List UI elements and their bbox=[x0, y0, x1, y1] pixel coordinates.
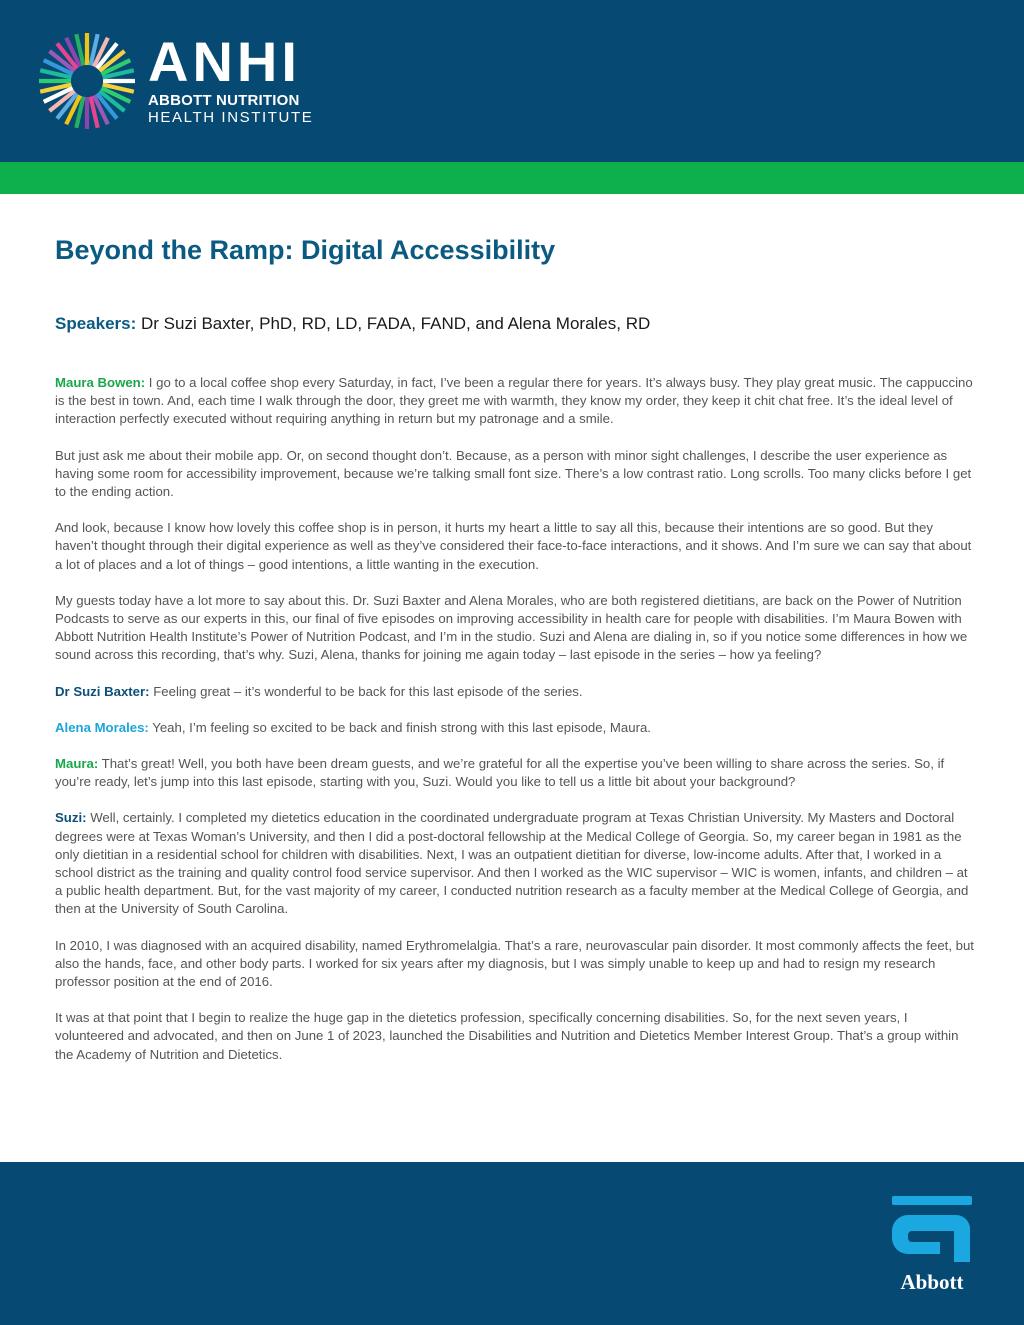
header-banner bbox=[0, 0, 1024, 162]
speakers-line bbox=[55, 312, 975, 336]
brand-block bbox=[148, 30, 314, 126]
abbott-wordmark: Abbott bbox=[900, 1270, 964, 1294]
transcript-paragraph bbox=[55, 447, 975, 502]
transcript-paragraph bbox=[55, 374, 975, 429]
speaker-label: Alena Morales: bbox=[55, 719, 149, 735]
paragraph-text: And look, because I know how lovely this coffee shop is in person, it hurts my heart a little to say all this, because their intentions are so good. But they haven’t thought through their digital experience as well as they’ve considered their face-to-face interactions, and it shows. And I’m sure we can say that about a lot of places and a lot of things – good intentions, a little wanting in the execution. bbox=[55, 520, 972, 572]
radial-burst-logo-icon bbox=[36, 31, 138, 131]
transcript-paragraph bbox=[55, 719, 975, 737]
brand-line-2: HEALTH INSTITUTE bbox=[148, 109, 314, 126]
transcript-paragraph bbox=[55, 592, 975, 665]
paragraph-text: My guests today have a lot more to say about this. Dr. Suzi Baxter and Alena Morales, who are both registered dietitians, are back on the Power of Nutrition Podcasts to serve as our experts in this, our final of five episodes on improving accessibility in health care for people with disabilities. I’m Maura Bowen with Abbott Nutrition Health Institute’s Power of Nutrition Podcast, and I’m in the studio. Suzi and Alena are dialing in, so if you notice some differences in how we sound across this recording, that’s why. Suzi, Alena, thanks for joining me again today – last episode in the series – how ya feeling? bbox=[55, 592, 968, 663]
green-accent-band bbox=[0, 162, 1024, 194]
speaker-label: Maura: bbox=[55, 756, 99, 772]
document-title: Beyond the Ramp: Digital Accessibility bbox=[55, 235, 556, 265]
transcript-paragraph bbox=[55, 755, 975, 791]
speaker-label: Suzi: bbox=[55, 810, 87, 826]
transcript-paragraph bbox=[55, 937, 975, 992]
speakers-names: Dr Suzi Baxter, PhD, RD, LD, FADA, FAND, and Alena Morales, RD bbox=[141, 314, 651, 333]
paragraph-text: In 2010, I was diagnosed with an acquired disability, named Erythromelalgia. That’s a rare, neurovascular pain disorder. It most commonly affects the feet, but also the hands, face, and other body parts. I worked for six years after my diagnosis, but I was simply unable to keep up and had to resign my research professor position at the end of 2016. bbox=[55, 937, 974, 990]
speaker-label: Dr Suzi Baxter: bbox=[55, 683, 150, 699]
paragraph-text: But just ask me about their mobile app. Or, on second thought don’t. Because, as a person with minor sight challenges, I describe the user experience as having some room for accessibility improvement, because we’re talking small font size. There’s a low contrast ratio. Long scrolls. Too many clicks before I get to the ending action. bbox=[55, 447, 972, 500]
transcript-paragraph bbox=[55, 1009, 975, 1064]
transcript-paragraph bbox=[55, 809, 975, 918]
footer-banner bbox=[0, 1162, 1024, 1325]
transcript bbox=[55, 374, 975, 1064]
transcript-paragraph bbox=[55, 519, 975, 574]
speakers-label: Speakers: bbox=[55, 314, 137, 333]
paragraph-text: Well, certainly. I completed my dietetics education in the coordinated undergraduate program at Texas Christian University. My Masters and Doctoral degrees were at Texas Woman’s University, and then I did a post-doctoral fellowship at the Medical College of Georgia. So, my career began in 1981 as the only dietitian in a residential school for children with disabilities. Next, I was an outpatient dietitian for diverse, low-income adults. After that, I worked in a school district as the training and quality control food service supervisor. And then I worked as the WIC supervisor – WIC is women, infants, and children – at a public health department. But, for the vast majority of my career, I conducted nutrition research as a faculty member at the Medical College of Georgia, and then at the University of South Carolina. bbox=[55, 810, 969, 917]
abbott-a-logo-icon bbox=[890, 1196, 974, 1264]
paragraph-text: Yeah, I’m feeling so excited to be back and finish strong with this last episode, Maura. bbox=[152, 719, 651, 735]
paragraph-text: Feeling great – it’s wonderful to be back for this last episode of the series. bbox=[153, 683, 583, 699]
logo-core bbox=[76, 70, 98, 92]
paragraph-text: I go to a local coffee shop every Saturday, in fact, I’ve been a regular there for years. It’s always busy. They play great music. The cappuccino is the best in town. And, each time I walk through the door, they greet me with warmth, they know my order, they keep it chit chat free. It’s the ideal level of interaction perfectly executed without requiring anything in return but my patronage and a smile. bbox=[55, 375, 973, 427]
document-body bbox=[55, 232, 975, 1082]
speaker-label: Maura Bowen: bbox=[55, 375, 146, 390]
paragraph-text: It was at that point that I begin to realize the huge gap in the dietetics profession, specifically concerning disabilities. So, for the next seven years, I volunteered and advocated, and then on June 1 of 2023, launched the Disabilities and Nutrition and Dietetics Member Interest Group. That’s a group within the Academy of Nutrition and Dietetics. bbox=[55, 1010, 959, 1062]
transcript-paragraph bbox=[55, 683, 975, 701]
brand-line-1: ABBOTT NUTRITION bbox=[148, 92, 300, 109]
brand-name: ANHI bbox=[148, 30, 301, 93]
paragraph-text: That’s great! Well, you both have been dream guests, and we’re grateful for all the expertise you’ve been willing to share across the series. So, if you’re ready, let’s jump into this last episode, starting with you, Suzi. Would you like to tell us a little bit about your background? bbox=[55, 756, 945, 790]
